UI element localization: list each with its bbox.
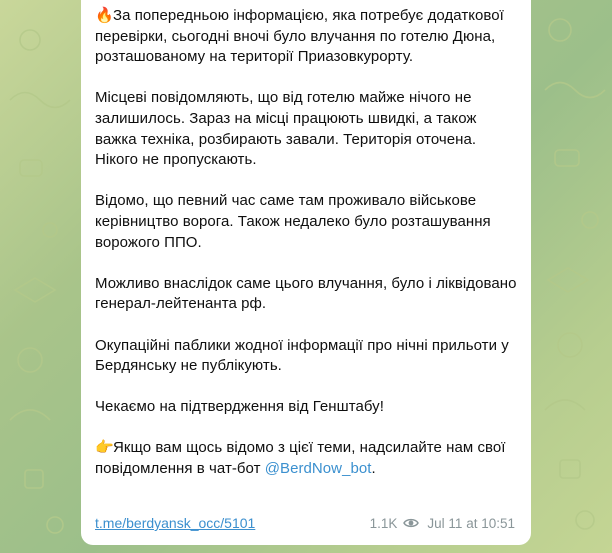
message-paragraph bbox=[95, 438, 518, 479]
eye-icon bbox=[403, 517, 419, 529]
message-paragraph bbox=[95, 336, 518, 377]
paragraph-text: Окупаційні паблики жодної інформації про нічні прильоти у Бердянську не публікують. bbox=[95, 336, 509, 375]
fire-emoji-icon: 🔥 bbox=[95, 7, 114, 24]
paragraph-text: Можливо внаслідок саме цього влучання, було і ліквідовано генерал-лейтенанта рф. bbox=[95, 274, 517, 313]
message-bubble bbox=[81, 0, 531, 545]
paragraph-text: Якщо вам щось відомо з цієї теми, надсилайте нам свої повідомлення в чат-бот bbox=[95, 439, 506, 478]
message-timestamp: Jul 11 at 10:51 bbox=[427, 515, 515, 531]
message-footer bbox=[95, 513, 518, 533]
paragraph-text: Чекаємо на підтвердження від Генштабу! bbox=[95, 398, 384, 416]
message-paragraph bbox=[95, 397, 518, 418]
message-paragraph bbox=[95, 88, 518, 170]
bot-mention-link[interactable]: @BerdNow_bot bbox=[264, 460, 372, 478]
message-paragraph bbox=[95, 274, 518, 315]
paragraph-text: . bbox=[371, 460, 376, 478]
pointing-hand-emoji-icon: 👉 bbox=[95, 439, 114, 457]
post-link[interactable]: t.me/berdyansk_occ/5101 bbox=[95, 515, 256, 531]
message-text bbox=[95, 6, 518, 480]
paragraph-text: Відомо, що певний час саме там проживало військове керівництво ворога. Також недалеко було розташування ворожого ППО. bbox=[95, 192, 491, 251]
paragraph-text: Місцеві повідомляють, що від готелю майже нічого не залишилось. Зараз на місці працюють швидкі, а також важка техніка, розбирають завали. Територія оточена. Нікого не пропускають. bbox=[95, 89, 477, 169]
message-paragraph bbox=[95, 6, 518, 68]
view-counter bbox=[370, 516, 428, 531]
message-paragraph bbox=[95, 191, 518, 253]
view-count: 1.1K bbox=[369, 515, 398, 531]
paragraph-text: За попередньою інформацією, яка потребує додаткової перевірки, сьогодні вночі було влучання по готелю Дюна, розташованому на території Приазовкурорту. bbox=[95, 7, 504, 66]
